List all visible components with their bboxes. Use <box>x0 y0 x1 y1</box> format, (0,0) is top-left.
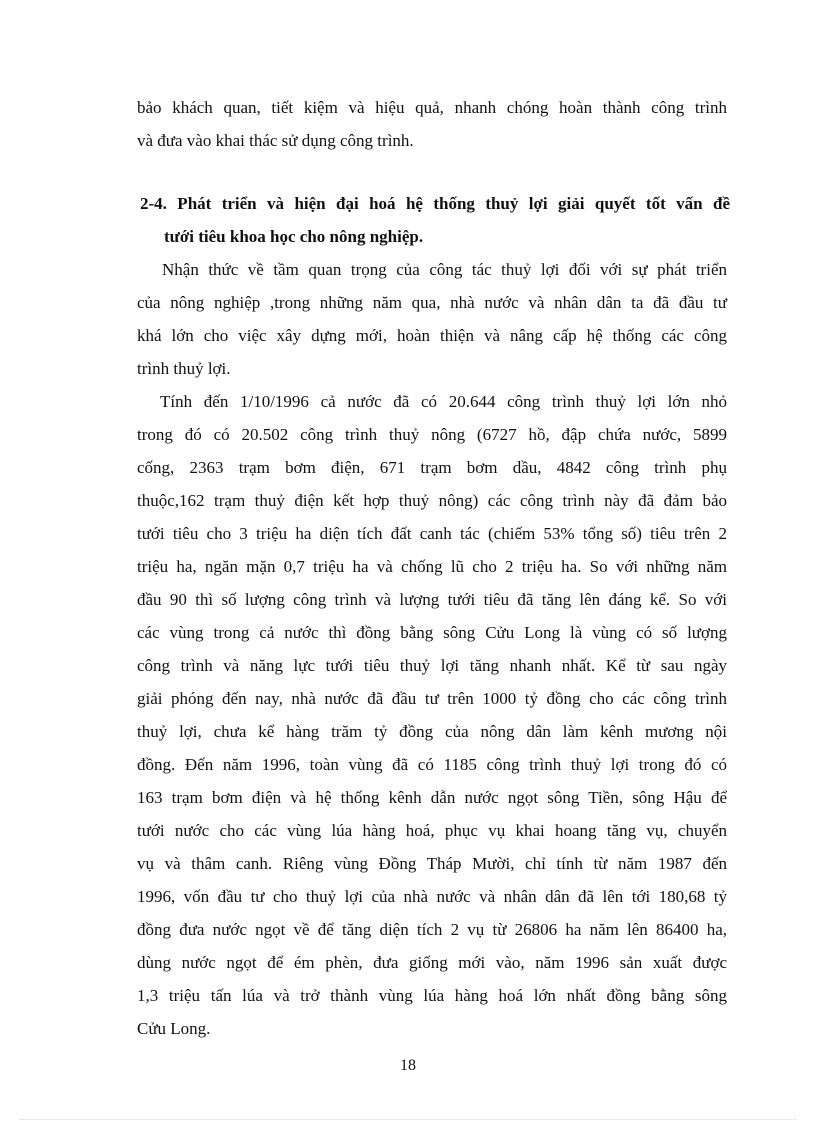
paragraph-line: 1,3 triệu tấn lúa và trở thành vùng lúa hàng hoá lớn nhất đồng bằng sông <box>137 986 727 1005</box>
paragraph-line: và đưa vào khai thác sử dụng công trình. <box>137 131 414 150</box>
paragraph-line: 163 trạm bơm điện và hệ thống kênh dẫn nước ngọt sông Tiền, sông Hậu để <box>137 788 727 807</box>
section-heading: 2-4. Phát triển và hiện đại hoá hệ thống thuỷ lợi giải quyết tốt vấn đề <box>140 194 730 213</box>
paragraph-line: triệu ha, ngăn mặn 0,7 triệu ha và chống lũ cho 2 triệu ha. So với những năm <box>137 557 727 576</box>
paragraph-line: đồng. Đến năm 1996, toàn vùng đã có 1185 công trình thuỷ lợi trong đó có <box>137 755 727 774</box>
paragraph-line: các vùng trong cả nước thì đồng bằng sông Cửu Long là vùng có số lượng <box>137 623 727 642</box>
section-heading: tưới tiêu khoa học cho nông nghiệp. <box>164 227 424 246</box>
paragraph-line: công trình và năng lực tưới tiêu thuỷ lợi tăng nhanh nhất. Kể từ sau ngày <box>137 656 727 675</box>
paragraph-line: của nông nghiệp ,trong những năm qua, nhà nước và nhân dân ta đã đầu tư <box>137 293 727 312</box>
paragraph-line: thuộc,162 trạm thuỷ điện kết hợp thuỷ nông) các công trình này đã đảm bảo <box>137 491 727 510</box>
paragraph-line: Tính đến 1/10/1996 cả nước đã có 20.644 công trình thuỷ lợi lớn nhỏ <box>160 392 727 411</box>
paragraph-line: Cửu Long. <box>137 1019 211 1038</box>
paragraph-line: cống, 2363 trạm bơm điện, 671 trạm bơm dầu, 4842 công trình phụ <box>137 458 727 477</box>
paragraph-line: đồng đưa nước ngọt về để tăng diện tích 2 vụ từ 26806 ha năm lên 86400 ha, <box>137 920 727 939</box>
paragraph-line: giải phóng đến nay, nhà nước đã đầu tư trên 1000 tỷ đồng cho các công trình <box>137 689 727 708</box>
paragraph-line: thuỷ lợi, chưa kể hàng trăm tỷ đồng của nông dân làm kênh mương nội <box>137 722 727 741</box>
paragraph-line: đầu 90 thì số lượng công trình và lượng tưới tiêu đã tăng lên đáng kể. So với <box>137 590 727 609</box>
paragraph-line: bảo khách quan, tiết kiệm và hiệu quả, nhanh chóng hoàn thành công trình <box>137 98 727 117</box>
paragraph-line: dùng nước ngọt để ém phèn, đưa giống mới vào, năm 1996 sản xuất được <box>137 953 727 972</box>
paragraph-line: Nhận thức về tầm quan trọng của công tác thuỷ lợi đối với sự phát triển <box>162 260 727 279</box>
page-number: 18 <box>400 1057 416 1074</box>
page-bottom-rule <box>20 1119 796 1120</box>
paragraph-line: 1996, vốn đầu tư cho thuỷ lợi của nhà nước và nhân dân đã lên tới 180,68 tỷ <box>137 887 727 906</box>
paragraph-line: khá lớn cho việc xây dựng mới, hoàn thiện và nâng cấp hệ thống các công <box>137 326 727 345</box>
paragraph-line: tưới tiêu cho 3 triệu ha diện tích đất canh tác (chiếm 53% tổng số) tiêu trên 2 <box>137 524 727 543</box>
paragraph-line: trình thuỷ lợi. <box>137 359 231 378</box>
paragraph-line: vụ và thâm canh. Riêng vùng Đồng Tháp Mười, chỉ tính từ năm 1987 đến <box>137 854 727 873</box>
paragraph-line: tưới nước cho các vùng lúa hàng hoá, phục vụ khai hoang tăng vụ, chuyển <box>137 821 727 840</box>
paragraph-line: trong đó có 20.502 công trình thuỷ nông (6727 hồ, đập chứa nước, 5899 <box>137 425 727 444</box>
